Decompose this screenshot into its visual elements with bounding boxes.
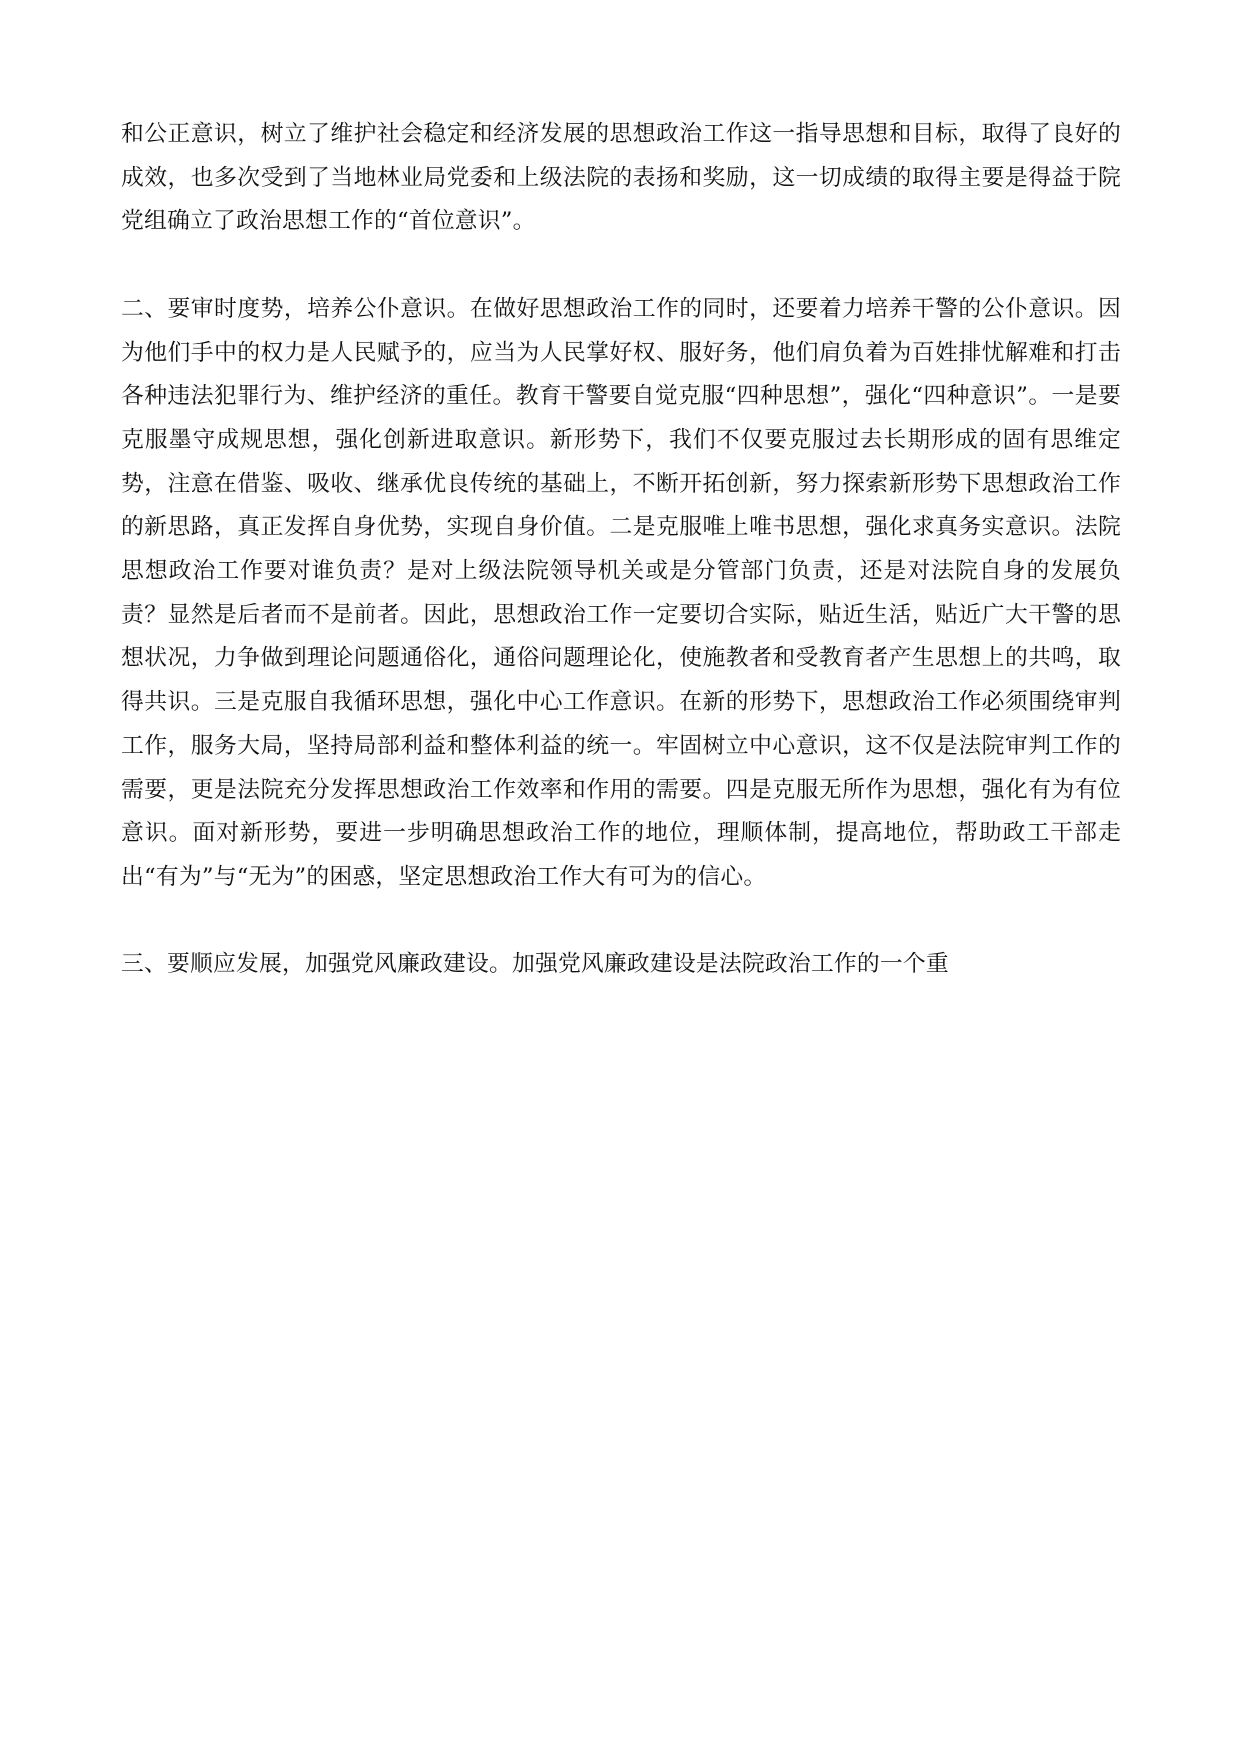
document-body bbox=[121, 113, 1121, 987]
paragraph-second-public-servant: 二、要审时度势，培养公仆意识。在做好思想政治工作的同时，还要着力培养干警的公仆意识。因为他们手中的权力是人民赋予的，应当为人民掌好权、服好务，他们肩负着为百姓排忧解难和打击各种违法犯罪行为、维护经济的重任。教育干警要自觉克服“四种思想”，强化“四种意识”。一是要克服墨守成规思想，强化创新进取意识。新形势下，我们不仅要克服过去长期形成的固有思维定势，注意在借鉴、吸收、继承优良传统的基础上，不断开拓创新，努力探索新形势下思想政治工作的新思路，真正发挥自身优势，实现自身价值。二是克服唯上唯书思想，强化求真务实意识。法院思想政治工作要对谁负责？是对上级法院领导机关或是分管部门负责，还是对法院自身的发展负责？显然是后者而不是前者。因此，思想政治工作一定要切合实际，贴近生活，贴近广大干警的思想状况，力争做到理论问题通俗化，通俗问题理论化，使施教者和受教育者产生思想上的共鸣，取得共识。三是克服自我循环思想，强化中心工作意识。在新的形势下，思想政治工作必须围绕审判工作，服务大局，坚持局部利益和整体利益的统一。牢固树立中心意识，这不仅是法院审判工作的需要，更是法院充分发挥思想政治工作效率和作用的需要。四是克服无所作为思想，强化有为有位意识。面对新形势，要进一步明确思想政治工作的地位，理顺体制，提高地位，帮助政工干部走出“有为”与“无为”的困惑，坚定思想政治工作大有可为的信心。 bbox=[121, 295, 1121, 890]
paragraph-first-impartiality: 和公正意识，树立了维护社会稳定和经济发展的思想政治工作这一指导思想和目标，取得了良好的成效，也多次受到了当地林业局党委和上级法院的表扬和奖励，这一切成绩的取得主要是得益于院党组确立了政治思想工作的“首位意识”。 bbox=[121, 121, 1121, 235]
paragraph-third-integrity: 三、要顺应发展，加强党风廉政建设。加强党风廉政建设是法院政治工作的一个重 bbox=[121, 951, 949, 978]
